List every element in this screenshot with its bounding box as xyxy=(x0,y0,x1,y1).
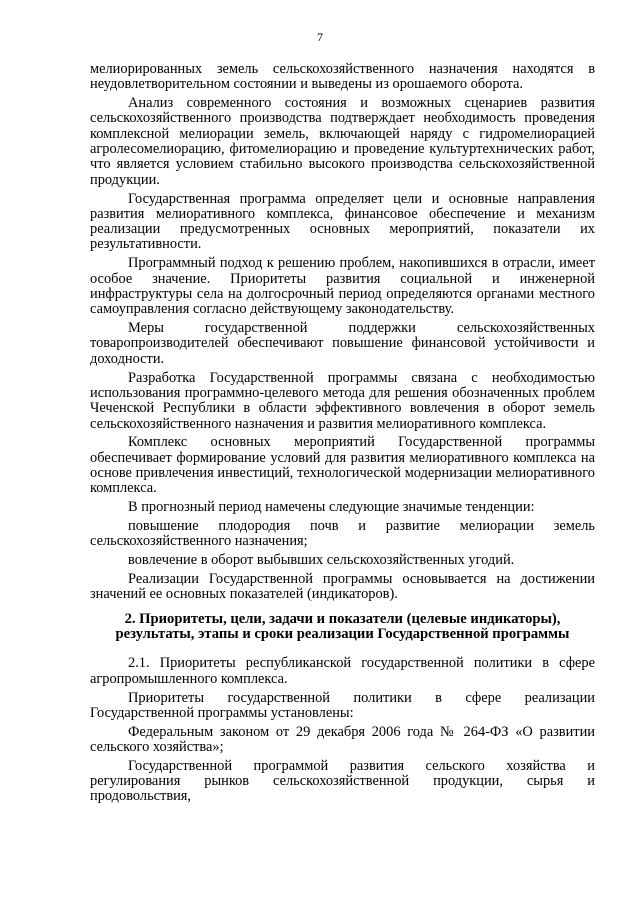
paragraph-priorities-2-1: 2.1. Приоритеты республиканской государственной политики в сфере агропромышленного комплекса. xyxy=(90,655,595,687)
section-heading xyxy=(90,612,595,643)
paragraph-state-program: Государственной программой развития сельского хозяйства и регулирования рынков сельскохозяйственной продукции, сырья и продовольствия, xyxy=(90,757,595,805)
section-heading-line-2: результаты, этапы и сроки реализации Государственной программы xyxy=(115,626,570,643)
paragraph-trend-fertility: повышение плодородия почв и развитие мелиорации земель сельскохозяйственного назначения; xyxy=(90,518,595,550)
page-content xyxy=(90,62,595,808)
paragraph-priorities-established: Приоритеты государственной политики в сфере реализации Государственной программы установлены: xyxy=(90,689,595,721)
paragraph-program-development: Разработка Государственной программы связана с необходимостью использования программно-целевого метода для решения обозначенных проблем Чеченской Республики в области эффективного вовлечения в оборот земель сельскохозяйственного назначения и развития мелиоративного комплекса. xyxy=(90,369,595,432)
paragraph-program-goals: Государственная программа определяет цели и основные направления развития мелиоративного комплекса, финансовое обеспечение и механизм реализации предусмотренных основных мероприятий, показатели их результативности. xyxy=(90,190,595,253)
paragraph-federal-law: Федеральным законом от 29 декабря 2006 года № 264-ФЗ «О развитии сельского хозяйства»; xyxy=(90,723,595,755)
section-heading-line-1: 2. Приоритеты, цели, задачи и показатели (целевые индикаторы), xyxy=(124,610,561,627)
paragraph-analysis: Анализ современного состояния и возможных сценариев развития сельскохозяйственного производства подтверждает необходимость проведения комплексной мелиорации земель, включающей наряду с гидромелиорацией агролесомелиорацию, фитомелиорацию и проведение культуртехнических работ, что является условием стабильно высокого производства сельскохозяйственной продукции. xyxy=(90,95,595,188)
page-number: 7 xyxy=(317,30,323,44)
paragraph-trend-land: вовлечение в оборот выбывших сельскохозяйственных угодий. xyxy=(128,552,515,569)
paragraph-program-approach: Программный подход к решению проблем, накопившихся в отрасли, имеет особое значение. Приоритеты развития социальной и инженерной инфраструктуры села на долгосрочный период определяются органами местного самоуправления согласно действующему законодательству. xyxy=(90,255,595,318)
paragraph-trends-intro: В прогнозный период намечены следующие значимые тенденции: xyxy=(128,499,535,516)
paragraph-implementation: Реализации Государственной программы основывается на достижении значений ее основных показателей (индикаторов). xyxy=(90,571,595,603)
paragraph-measures-complex: Комплекс основных мероприятий Государственной программы обеспечивает формирование условий для развития мелиоративного комплекса на основе привлечения инвестиций, технологической модернизации мелиоративного комплекса. xyxy=(90,434,595,497)
paragraph-support-measures: Меры государственной поддержки сельскохозяйственных товаропроизводителей обеспечивают повышение финансовой устойчивости и доходности. xyxy=(90,320,595,367)
paragraph-continuation: мелиорированных земель сельскохозяйственного назначения находятся в неудовлетворительном состоянии и выведены из орошаемого оборота. xyxy=(90,61,595,93)
